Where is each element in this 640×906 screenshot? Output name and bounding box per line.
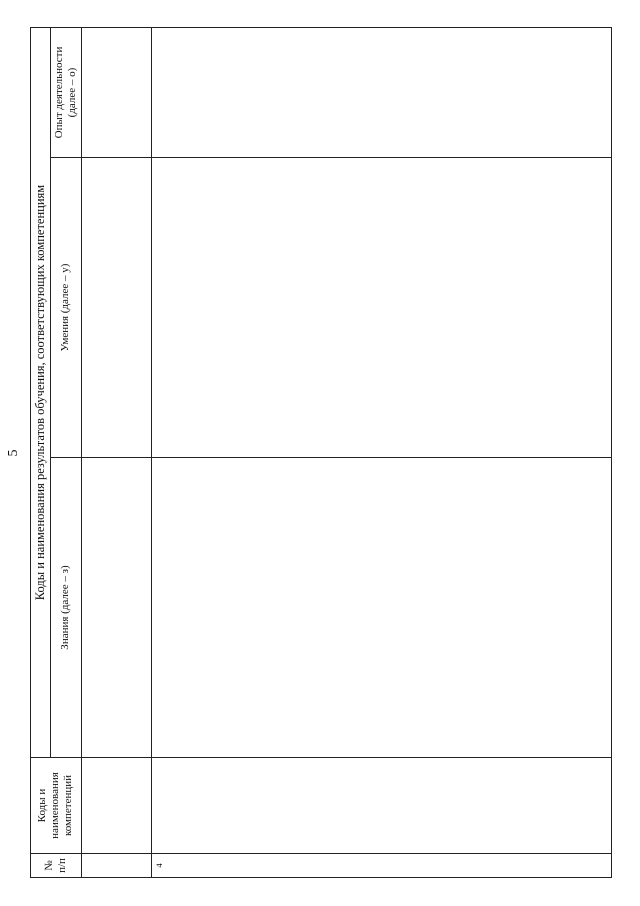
table-row	[151, 27, 611, 877]
header-num: № п/п	[31, 854, 82, 878]
row-number	[81, 854, 151, 878]
competency-table	[30, 27, 612, 878]
skills-cell	[151, 158, 611, 458]
page-number: 5	[6, 449, 21, 457]
header-experience: Опыт деятельности (далее – о)	[50, 27, 81, 157]
experience-cell	[151, 27, 611, 157]
row-number: 4	[151, 854, 611, 878]
header-competency: Коды и наименования компетенций	[31, 758, 82, 854]
knowledge-cell	[151, 458, 611, 758]
table-body	[81, 27, 611, 877]
header-skills: Умения (далее – у)	[50, 158, 81, 458]
competency-cell	[151, 758, 611, 854]
header-knowledge: Знания (далее – з)	[50, 458, 81, 758]
experience-cell	[81, 27, 151, 157]
knowledge-cell	[81, 458, 151, 758]
header-results-group: Коды и наименования результатов обучения, соответствующих компетенциям	[31, 27, 51, 757]
table-row	[81, 27, 151, 877]
skills-cell	[81, 158, 151, 458]
competency-cell	[81, 758, 151, 854]
